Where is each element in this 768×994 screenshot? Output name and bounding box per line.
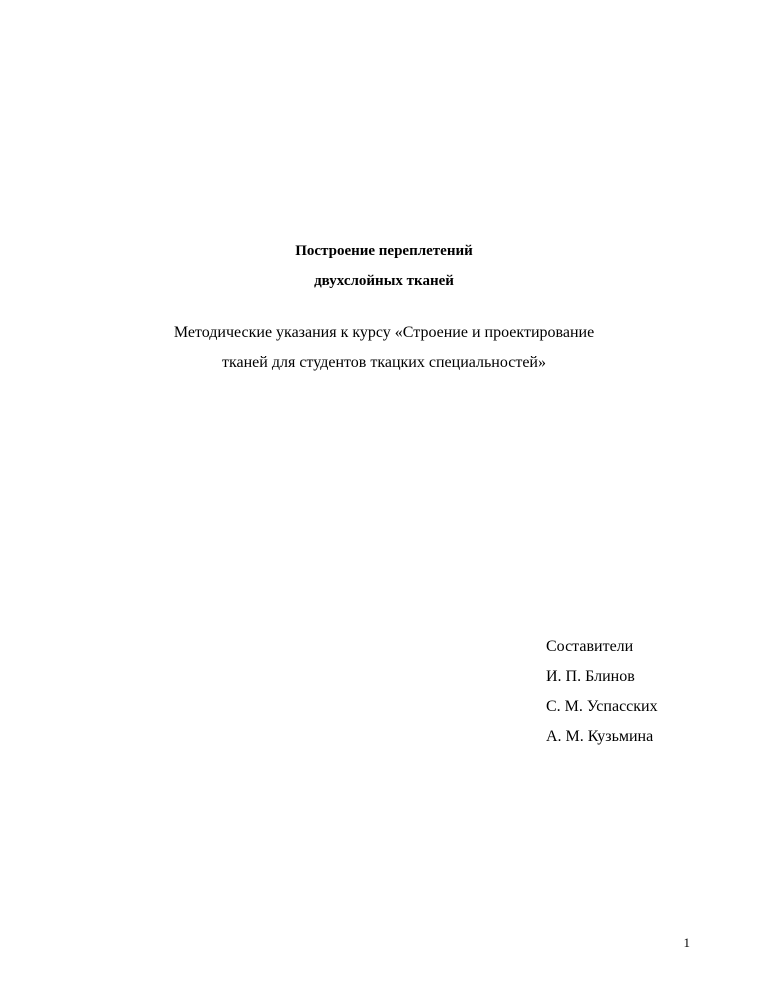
authors-block xyxy=(546,632,746,752)
title-line-2: двухслойных тканей xyxy=(314,273,454,289)
document-title xyxy=(0,236,768,296)
document-subtitle xyxy=(0,318,768,378)
author-name: А. М. Кузьмина xyxy=(546,728,654,745)
author-name: И. П. Блинов xyxy=(546,668,635,685)
subtitle-line-1: Методические указания к курсу «Строение и проектирование xyxy=(173,324,595,341)
authors-heading: Составители xyxy=(546,638,634,655)
author-name: С. М. Успасских xyxy=(546,698,658,715)
page-number: 1 xyxy=(683,935,690,950)
title-line-1: Построение переплетений xyxy=(295,243,473,259)
subtitle-line-2: тканей для студентов ткацких специальностей» xyxy=(221,354,546,371)
